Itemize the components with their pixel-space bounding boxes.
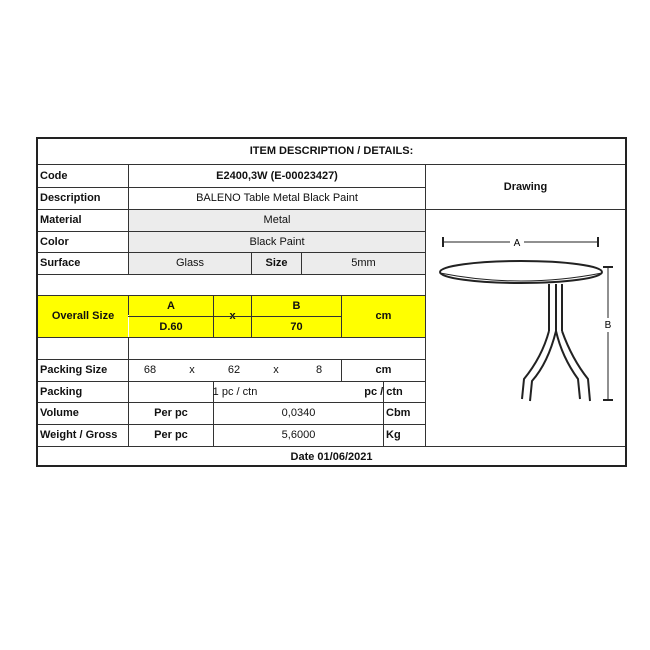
packing-size-label: Packing Size [40,364,108,376]
color-label: Color [40,235,69,248]
packing-size-v2: 62 [227,364,241,376]
description-label: Description [40,192,101,204]
overall-size-a-label: A [129,296,213,316]
packing-size-x2: x [273,364,279,376]
description-value: BALENO Table Metal Black Paint [196,192,358,204]
grid-line [38,337,425,338]
code-label: Code [40,169,68,182]
grid-line [38,274,425,275]
dimension-a-label: A [513,238,521,249]
packing-unit: pc / ctn [364,385,403,398]
packing-size-v1: 68 [143,364,157,376]
code-value: E2400,3W (E-00023427) [216,169,338,182]
drawing-title: Drawing [503,180,548,193]
material-label: Material [40,214,82,226]
color-value: Black Paint [129,232,425,252]
footer-date: Date 01/06/2021 [290,450,373,463]
overall-size-unit: cm [342,296,425,337]
weight-per: Per pc [154,429,188,441]
table-top [440,261,602,283]
overall-size-b-value: 70 [252,317,341,337]
weight-label: Weight / Gross [40,429,118,441]
size-value: 5mm [302,253,425,274]
weight-unit: Kg [386,429,401,441]
table-column [549,284,562,331]
header-title: ITEM DESCRIPTION / DETAILS: [249,145,414,157]
packing-label: Packing [40,385,83,398]
table-drawing [438,229,623,414]
volume-label: Volume [40,407,79,419]
item-details-sheet [36,137,627,467]
packing-size-x1: x [189,364,195,376]
packing-size-unit: cm [375,364,392,376]
volume-per: Per pc [154,407,188,419]
overall-size-label: Overall Size [38,296,128,337]
overall-size-b-label: B [252,296,341,316]
table-leg-right-outer [562,331,590,401]
volume-unit: Cbm [386,407,411,419]
packing-value: 1 pc / ctn [212,385,258,398]
dimension-b-label: B [604,320,612,331]
overall-size-a-value: D.60 [129,317,213,337]
table-leg-right [556,331,580,399]
table-leg-left [522,331,549,399]
packing-size-v3: 8 [315,364,323,376]
volume-value: 0,0340 [281,407,316,419]
surface-value: Glass [129,253,251,274]
surface-label: Surface [40,257,81,269]
weight-value: 5,6000 [281,429,316,441]
grid-line [38,295,425,296]
material-value: Metal [129,210,425,231]
size-label: Size [252,253,301,274]
grid-line [128,316,341,317]
